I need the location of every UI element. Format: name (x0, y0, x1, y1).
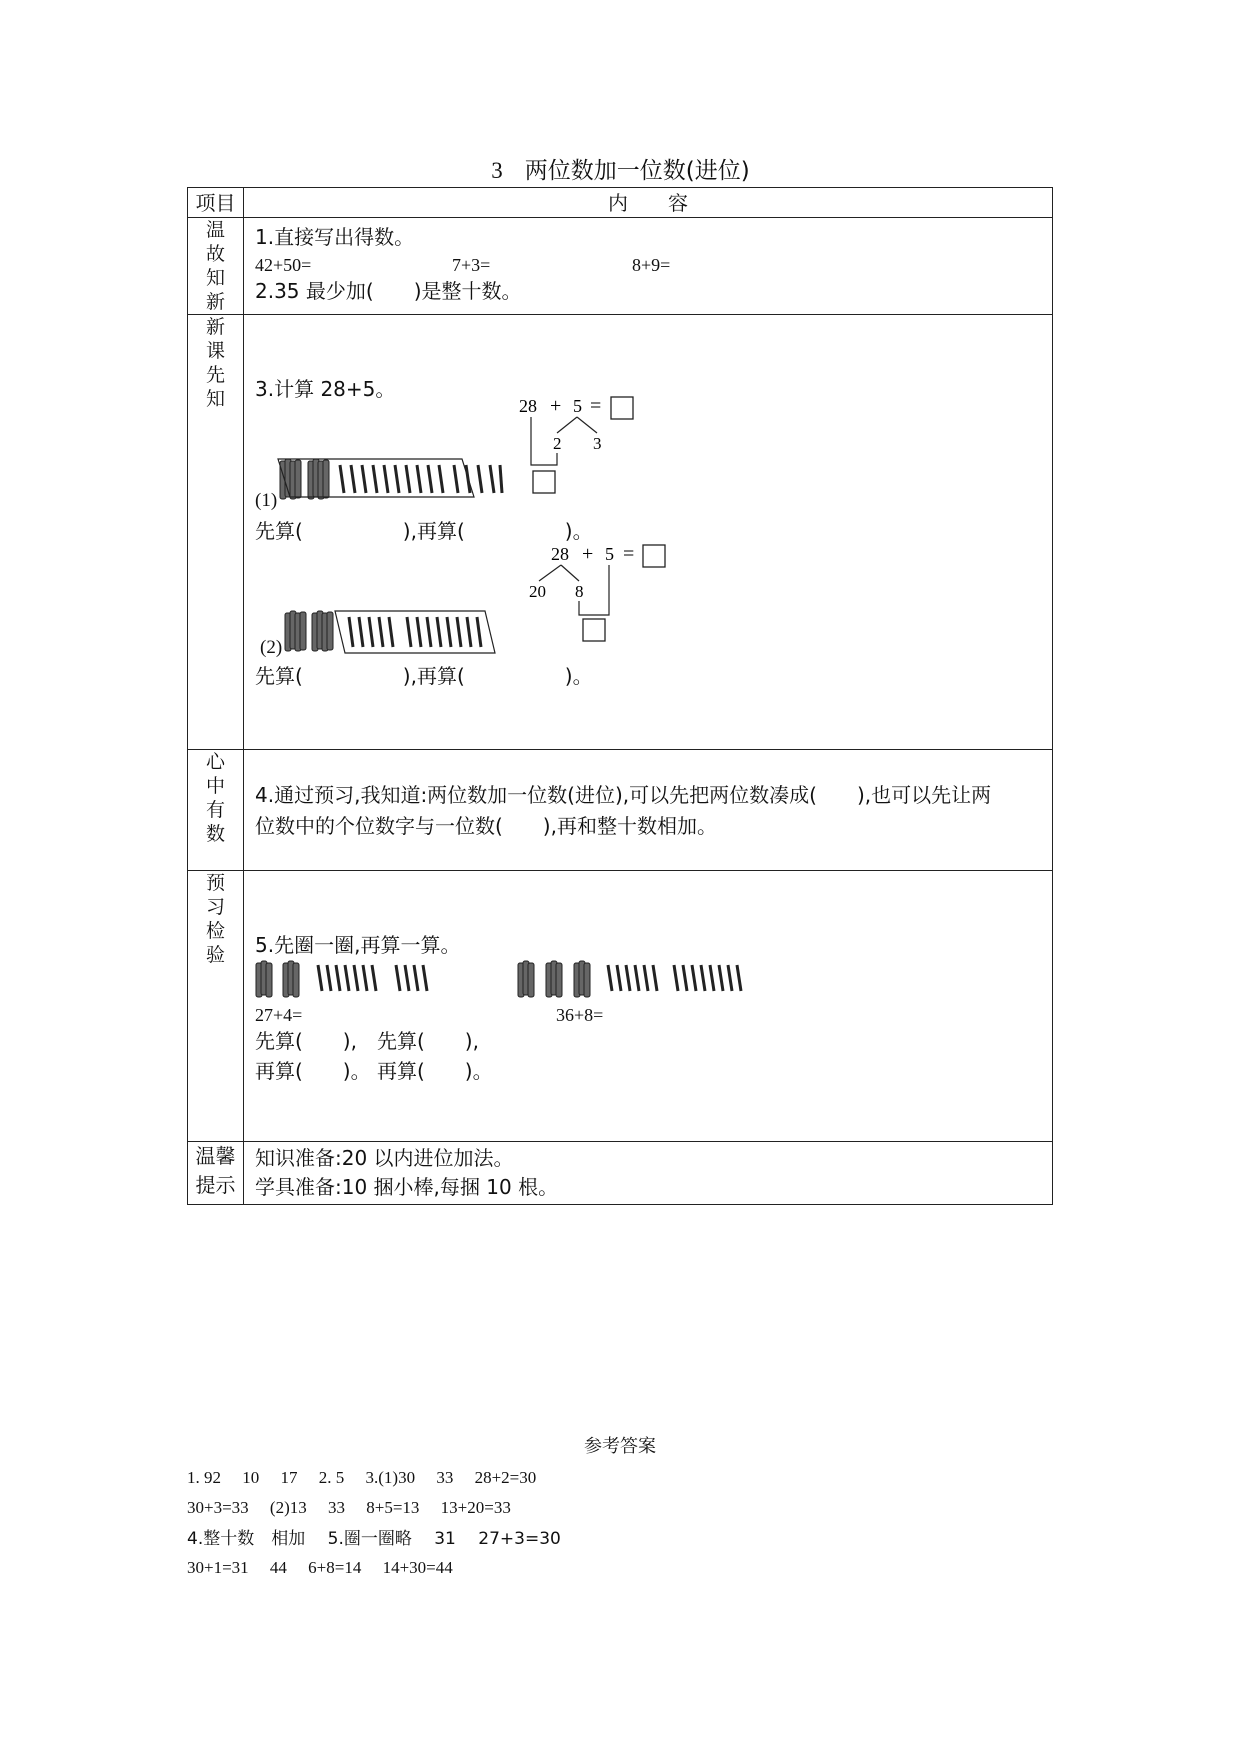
diagram1-eq: = (590, 395, 602, 417)
answer-line: 30+1=31 44 6+8=14 14+30=44 (187, 1558, 453, 1577)
equation-27-4: 27+4= (255, 1005, 303, 1025)
lesson-number: 3 (491, 158, 503, 183)
review-content (244, 218, 1053, 315)
question-2: 2.35 最少加( )是整十数。 (255, 279, 522, 303)
tips-content (244, 1142, 1053, 1205)
check-first-line: 先算( ), 先算( ), (255, 1029, 479, 1053)
part-2-label: (2) (260, 637, 283, 658)
summary-row (188, 750, 1053, 871)
answer-line: 4.整十数 相加 5.圈一圈略 31 27+3=30 (187, 1529, 561, 1549)
check-label (188, 871, 244, 1142)
new-lesson-content (244, 315, 1053, 750)
review-label-char: 知 (205, 267, 225, 289)
header-item: 项目 (188, 188, 244, 218)
summary-content (244, 750, 1053, 871)
fill-in-2: 先算( ),再算( )。 (255, 664, 593, 688)
bundle-icon (256, 961, 299, 997)
new-lesson-row (188, 315, 1053, 750)
check-row (188, 871, 1053, 1142)
diagram1-a: 28 (519, 396, 537, 416)
summary-label-char: 心 (205, 751, 225, 773)
answer-line: 1. 92 10 17 2. 5 3.(1)30 33 28+2=30 (187, 1468, 537, 1487)
worksheet-title (0, 152, 1241, 185)
diagram2-b: 5 (605, 544, 614, 564)
equation-8-9: 8+9= (632, 255, 671, 275)
equation-7-3: 7+3= (452, 255, 491, 275)
question-1: 1.直接写出得数。 (255, 225, 415, 249)
header-content: 内 容 (244, 188, 1053, 218)
answer-line: 30+3=33 (2)13 33 8+5=13 13+20=33 (187, 1498, 511, 1517)
check-label-char: 预 (205, 872, 225, 894)
part-1-label: (1) (255, 490, 278, 511)
question-5: 5.先圈一圈,再算一算。 (255, 933, 461, 957)
summary-label-char: 有 (205, 799, 225, 821)
equation-36-8: 36+8= (556, 1005, 604, 1025)
bundle-icon (518, 961, 590, 997)
check-label-char: 检 (205, 920, 225, 942)
diagram2-eq: = (623, 543, 635, 565)
answer-box-icon (583, 619, 605, 641)
summary-label-char: 中 (205, 775, 225, 797)
diagram2-op: + (582, 543, 594, 565)
diagram1-b: 5 (573, 396, 582, 416)
new-label-char: 新 (205, 316, 225, 338)
diagram1-split1: 2 (553, 434, 562, 453)
diagram1-split2: 3 (593, 434, 602, 453)
decompose-diagram-2 (519, 543, 679, 643)
answer-key-title: 参考答案 (584, 1436, 656, 1457)
fill-in-1: 先算( ),再算( )。 (255, 519, 593, 543)
new-lesson-label (188, 315, 244, 750)
new-label-char: 知 (205, 388, 225, 410)
new-label-char: 课 (205, 340, 225, 362)
equation-42-50: 42+50= (255, 255, 312, 275)
check-then-line: 再算( )。 再算( )。 (255, 1059, 493, 1083)
bundle-icon (285, 611, 333, 651)
review-label-char: 故 (205, 243, 225, 265)
sticks-27 (254, 959, 454, 1001)
summary-label (188, 750, 244, 871)
review-label-char: 新 (205, 291, 225, 313)
header-row (188, 188, 1053, 218)
tips-label-line: 温馨 (195, 1144, 236, 1168)
new-label-char: 先 (205, 364, 225, 386)
worksheet-table (187, 187, 1053, 1205)
diagram2-a: 28 (551, 544, 569, 564)
review-row (188, 218, 1053, 315)
decompose-diagram-1 (519, 395, 669, 495)
diagram2-split2: 8 (575, 582, 584, 601)
summary-label-char: 数 (205, 823, 225, 845)
question-3: 3.计算 28+5。 (255, 377, 396, 401)
diagram2-split1: 20 (529, 582, 546, 601)
answer-box-icon (643, 545, 665, 567)
summary-text-line-2: 位数中的个位数字与一位数( ),再和整十数相加。 (255, 814, 717, 838)
summary-text-line-1: 4.通过预习,我知道:两位数加一位数(进位),可以先把两位数凑成( ),也可以先让两 (255, 783, 992, 807)
review-label (188, 218, 244, 315)
tips-row (188, 1142, 1053, 1205)
check-label-char: 验 (205, 944, 225, 966)
bundle-icon (280, 459, 329, 499)
diagram1-op: + (550, 395, 562, 417)
sticks-illustration-1 (274, 455, 504, 503)
sticks-36 (516, 959, 756, 1001)
tips-line-2: 学具准备:10 捆小棒,每捆 10 根。 (255, 1175, 559, 1199)
tips-label (188, 1142, 244, 1205)
review-label-char: 温 (205, 219, 225, 241)
lesson-title: 两位数加一位数(进位) (524, 158, 750, 184)
tips-line-1: 知识准备:20 以内进位加法。 (255, 1146, 514, 1170)
check-content (244, 871, 1053, 1142)
answer-box-icon (533, 471, 555, 493)
check-label-char: 习 (205, 896, 225, 918)
sticks-illustration-2 (279, 605, 499, 657)
answer-box-icon (611, 397, 633, 419)
tips-label-line: 提示 (195, 1173, 236, 1197)
